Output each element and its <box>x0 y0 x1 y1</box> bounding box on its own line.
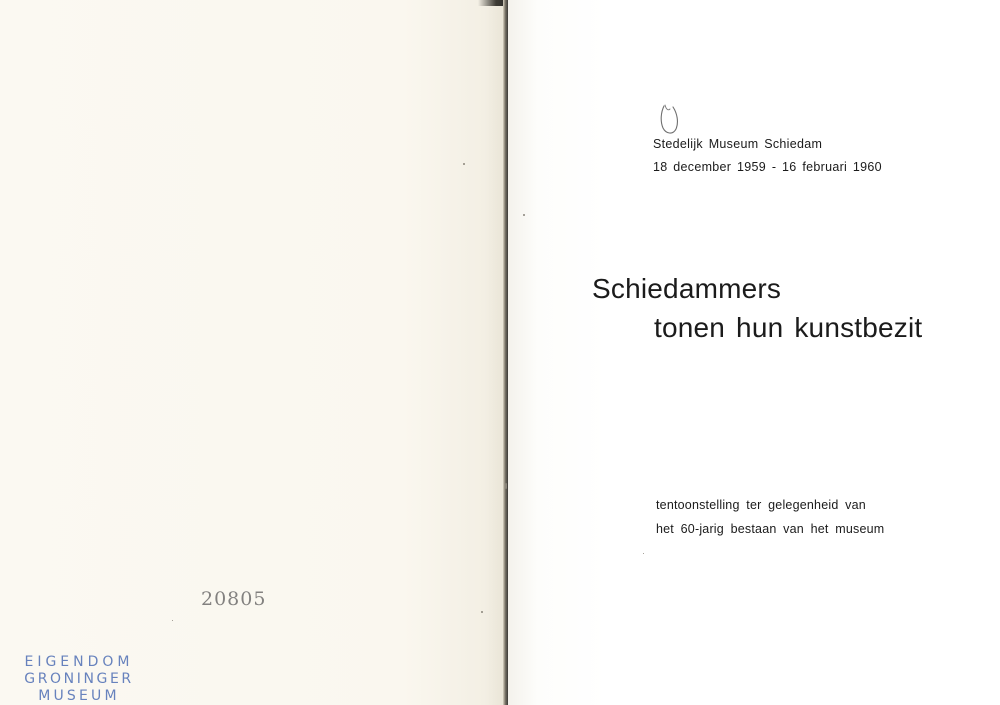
subtitle-line-2: het 60-jarig bestaan van het museum <box>656 522 885 536</box>
paper-speck <box>172 620 173 621</box>
stamp-line-1: EIGENDOM <box>24 654 134 670</box>
inventory-number: 20805 <box>201 588 267 610</box>
right-page <box>508 0 1000 705</box>
title-line-2: tonen hun kunstbezit <box>654 312 923 343</box>
ownership-stamp <box>14 654 144 705</box>
paper-speck <box>463 163 465 165</box>
stamp-line-2: GRONINGER <box>24 671 134 687</box>
museum-name: Stedelijk Museum Schiedam <box>653 137 823 151</box>
stamp-line-3: MUSEUM <box>38 688 120 704</box>
paper-speck <box>523 214 525 216</box>
pencil-annotation <box>657 103 683 139</box>
exhibition-dates: 18 december 1959 - 16 februari 1960 <box>653 160 882 174</box>
paper-speck <box>481 611 483 613</box>
title-line-1: Schiedammers <box>592 273 782 304</box>
paper-speck <box>643 553 644 554</box>
subtitle-line-1: tentoonstelling ter gelegenheid van <box>656 498 866 512</box>
paper-speck <box>505 483 507 489</box>
